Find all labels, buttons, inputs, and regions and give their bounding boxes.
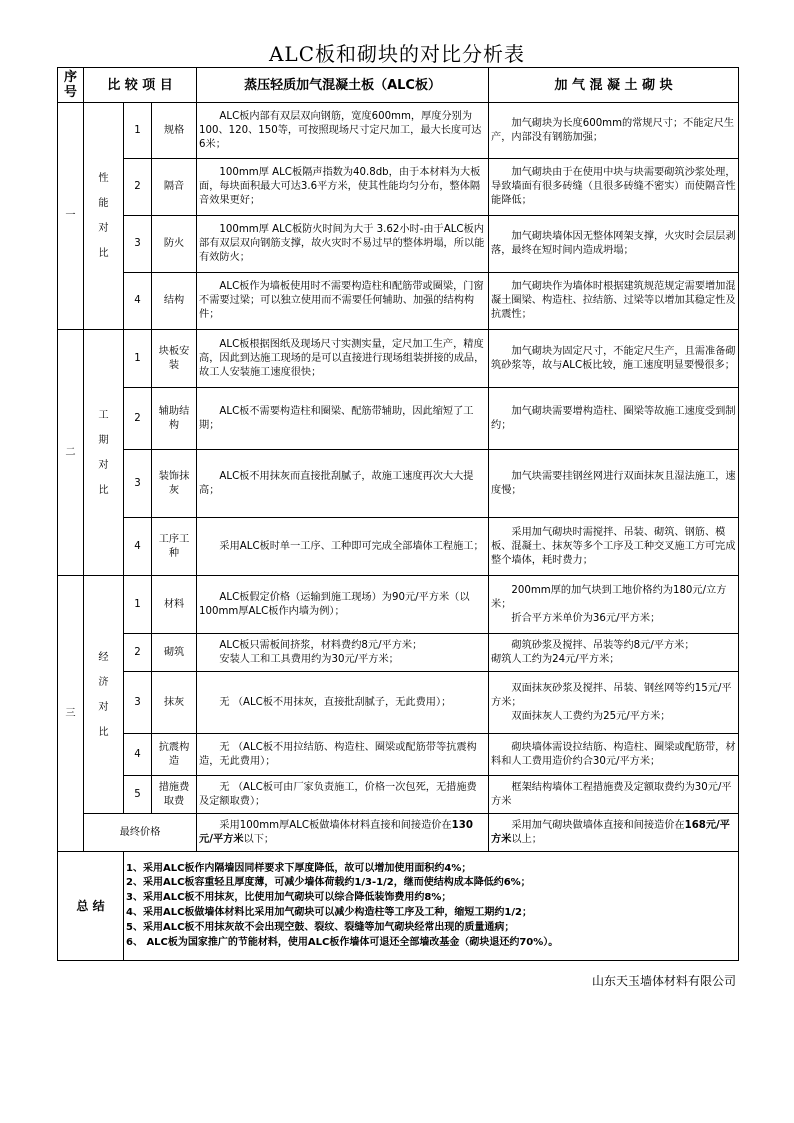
row-no: 4 <box>124 734 152 776</box>
row-item: 装饰抹灰 <box>152 450 197 518</box>
row-no: 1 <box>124 103 152 159</box>
row-item: 工序工种 <box>152 518 197 576</box>
page-title: ALC板和砌块的对比分析表 <box>268 42 526 66</box>
table-row <box>58 814 739 852</box>
block-line: 双面抹灰人工费约为25元/平方米； <box>511 710 671 722</box>
company-name: 山东天玉墙体材料有限公司 <box>591 974 736 988</box>
table-row <box>58 450 739 518</box>
summary-item: 1、采用ALC板作内隔墙因同样要求下厚度降低，故可以增加使用面积约4%； <box>126 862 472 874</box>
summary-item: 2、采用ALC板容重轻且厚度薄，可减少墙体荷载约1/3-1/2，继而使结构成本降低约6%； <box>126 877 531 889</box>
header-seq: 序号 <box>58 68 84 103</box>
table-row <box>58 518 739 576</box>
alc-price-text: 采用100mm厚ALC板做墙体材料直接和间接造价在 <box>219 819 452 831</box>
alc-line: ALC板只需板间挤浆，材料费约8元/平方米； <box>219 639 423 651</box>
alc-cell: 无 （ALC板不用抹灰，直接批刮腻子，无此费用）； <box>197 672 489 734</box>
row-no: 1 <box>124 330 152 388</box>
table-row <box>58 330 739 388</box>
row-no: 2 <box>124 159 152 216</box>
group-name: 工 期 对 比 <box>84 330 124 576</box>
group-name: 经 济 对 比 <box>84 576 124 814</box>
alc-cell <box>197 634 489 672</box>
row-item: 结构 <box>152 273 197 330</box>
row-item: 最终价格 <box>84 814 197 852</box>
alc-price-suffix: 以下； <box>243 833 275 845</box>
table-row <box>58 159 739 216</box>
row-no: 3 <box>124 450 152 518</box>
group-seq: 一 <box>58 103 84 330</box>
block-cell: 加气砌块需要增构造柱、圈梁等故施工速度受到制约； <box>489 388 739 450</box>
row-no: 3 <box>124 672 152 734</box>
row-no: 3 <box>124 216 152 273</box>
block-line: 折合平方米单价为36元/平方米； <box>511 612 661 624</box>
summary-row <box>58 852 739 961</box>
row-no: 4 <box>124 518 152 576</box>
header-item: 比 较 项 目 <box>84 68 197 103</box>
block-cell: 加气砌块为固定尺寸，不能定尺生产，且需准备砌筑砂浆等，故与ALC板比较，施工速度明显要慢很多； <box>489 330 739 388</box>
block-cell: 框架结构墙体工程措施费及定额取费约为30元/平方米 <box>489 776 739 814</box>
alc-cell: 无 （ALC板不用拉结筋、构造柱、圈梁或配筋带等抗震构造，无此费用）； <box>197 734 489 776</box>
summary-item: 6、 ALC板为国家推广的节能材料，使用ALC板作墙体可退还全部墙改基金（砌块退还约70%）。 <box>126 936 559 948</box>
table-row <box>58 103 739 159</box>
block-cell <box>489 634 739 672</box>
alc-cell: ALC板假定价格（运输到施工现场）为90元/平方米（以100mm厚ALC板作内墙为例）； <box>197 576 489 634</box>
alc-cell: ALC板内部有双层双向钢筋，宽度600mm，厚度分别为100、120、150等，可按照现场尺寸定尺加工，最大长度可达6米； <box>197 103 489 159</box>
block-price-value: 168元/平方米 <box>491 819 730 845</box>
block-line: 双面抹灰砂浆及搅拌、吊装、钢丝网等约15元/平方米； <box>491 682 732 708</box>
alc-cell: ALC板不需要构造柱和圈梁、配筋带辅助，因此缩短了工期； <box>197 388 489 450</box>
block-price-text: 采用加气砌块做墙体直接和间接造价在 <box>511 819 685 831</box>
table-row <box>58 776 739 814</box>
block-cell: 采用加气砌块时需搅拌、吊装、砌筑、钢筋、模板、混凝土、抹灰等多个工序及工种交叉施工方可完成整个墙体，耗时费力； <box>489 518 739 576</box>
block-cell: 加气砌块作为墙体时根据建筑规范规定需要增加混凝土圈梁、构造柱、拉结筋、过梁等以增加其稳定性及抗震性； <box>489 273 739 330</box>
row-item: 规格 <box>152 103 197 159</box>
block-cell: 加气块需要挂钢丝网进行双面抹灰且湿法施工，速度慢； <box>489 450 739 518</box>
alc-cell: 采用ALC板时单一工序、工种即可完成全部墙体工程施工； <box>197 518 489 576</box>
table-row <box>58 388 739 450</box>
alc-cell: ALC板作为墙板使用时不需要构造柱和配筋带或圈梁，门窗不需要过梁；可以独立使用而不需要任何辅助、加强的结构构件； <box>197 273 489 330</box>
table-row <box>58 216 739 273</box>
group-seq: 三 <box>58 576 84 852</box>
row-item: 辅助结构 <box>152 388 197 450</box>
block-cell: 加气砌块墙体因无整体网架支撑，火灾时会层层剥落，最终在短时间内造成坍塌； <box>489 216 739 273</box>
header-block: 加 气 混 凝 土 砌 块 <box>489 68 739 103</box>
row-item: 隔音 <box>152 159 197 216</box>
row-no: 2 <box>124 634 152 672</box>
alc-cell: 100mm厚 ALC板隔声指数为40.8db，由于本材料为大板面，每块面积最大可达3.6平方米，使其性能均匀分布，整体隔音效果更好； <box>197 159 489 216</box>
block-line: 砌筑人工约为24元/平方米； <box>491 653 620 665</box>
row-no: 5 <box>124 776 152 814</box>
row-no: 2 <box>124 388 152 450</box>
block-cell <box>489 814 739 852</box>
table-row <box>58 734 739 776</box>
block-cell: 加气砌块由于在使用中块与块需要砌筑沙浆处理，导致墙面有很多砖缝（且很多砖缝不密实）而使隔音性能降低； <box>489 159 739 216</box>
row-item: 防火 <box>152 216 197 273</box>
table-header-row <box>58 68 739 103</box>
row-item: 抹灰 <box>152 672 197 734</box>
row-item: 抗震构造 <box>152 734 197 776</box>
block-price-suffix: 以上； <box>511 833 542 845</box>
alc-cell <box>197 814 489 852</box>
table-row <box>58 576 739 634</box>
header-alc: 蒸压轻质加气混凝土板（ALC板） <box>197 68 489 103</box>
summary-label: 总 结 <box>58 852 124 961</box>
table-row <box>58 672 739 734</box>
row-item: 材料 <box>152 576 197 634</box>
row-no: 4 <box>124 273 152 330</box>
summary-list <box>124 852 739 961</box>
alc-line: 安装人工和工具费用约为30元/平方米； <box>219 653 399 665</box>
alc-cell: 无 （ALC板可由厂家负责施工，价格一次包死，无措施费及定额取费）； <box>197 776 489 814</box>
row-item: 块板安装 <box>152 330 197 388</box>
row-item: 措施费取费 <box>152 776 197 814</box>
summary-item: 3、采用ALC板不用抹灰，比使用加气砌块可以综合降低装饰费用约8%； <box>126 892 452 904</box>
block-cell: 砌块墙体需设拉结筋、构造柱、圈梁或配筋带，材料和人工费用造价约合30元/平方米； <box>489 734 739 776</box>
block-line: 砌筑砂浆及搅拌、吊装等约8元/平方米； <box>511 639 695 651</box>
alc-cell: 100mm厚 ALC板防火时间为大于 3.62小时-由于ALC板内部有双层双向钢筋支撑，故火灾时不易过早的整体坍塌，所以能有效防火； <box>197 216 489 273</box>
summary-item: 5、采用ALC板不用抹灰故不会出现空鼓、裂纹、裂缝等加气砌块经常出现的质量通病； <box>126 921 515 933</box>
alc-cell: ALC板不用抹灰而直接批刮腻子，故施工速度再次大大提高； <box>197 450 489 518</box>
comparison-table <box>57 67 739 961</box>
block-cell <box>489 576 739 634</box>
table-row <box>58 634 739 672</box>
block-cell <box>489 672 739 734</box>
row-item: 砌筑 <box>152 634 197 672</box>
group-seq: 二 <box>58 330 84 576</box>
summary-item: 4、采用ALC板做墙体材料比采用加气砌块可以减少构造柱等工序及工种，缩短工期约1/2； <box>126 907 532 918</box>
alc-cell: ALC板根据图纸及现场尺寸实测实量，定尺加工生产，精度高，因此到达施工现场的是可以直接进行现场组装拼接的成品，故工人安装施工速度很快； <box>197 330 489 388</box>
block-line: 200mm厚的加气块到工地价格约为180元/立方米； <box>491 584 727 610</box>
alc-price-value: 130元/平方米 <box>199 819 473 845</box>
block-cell: 加气砌块为长度600mm的常规尺寸；不能定尺生产，内部没有钢筋加强； <box>489 103 739 159</box>
table-row <box>58 273 739 330</box>
group-name: 性 能 对 比 <box>84 103 124 330</box>
row-no: 1 <box>124 576 152 634</box>
